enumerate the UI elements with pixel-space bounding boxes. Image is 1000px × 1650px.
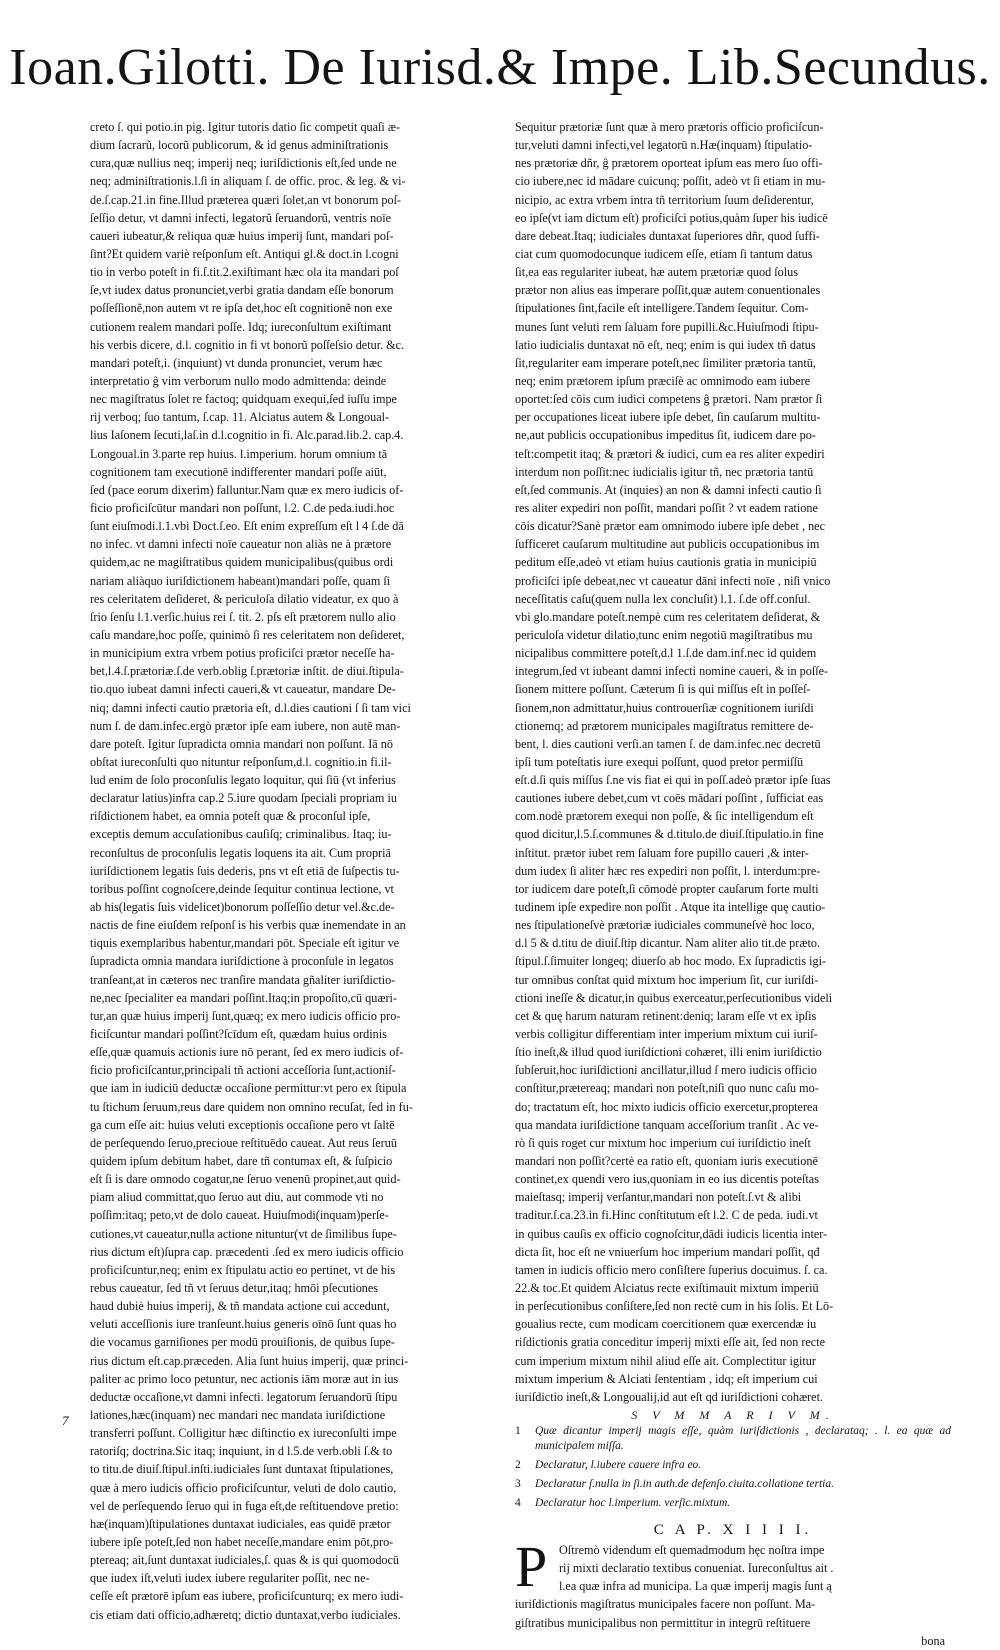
text-line: riſdictionem habet, ea omnia poteſt quæ & proconſul ipſe, xyxy=(90,809,371,824)
text-line: mandari non poſſit?certè ea ratio eſt, quoniam iuris executionē xyxy=(515,1154,818,1169)
summarium-number: 1 xyxy=(515,1424,521,1437)
text-line: iuriſdictionem legatis ſuis dederis, pns vt eſt etiā de ſuſpectis tu- xyxy=(90,863,400,878)
chapter-heading: C A P. X I I I I. xyxy=(653,1521,813,1538)
text-line: ſupradicta omnia mandara iuriſdictione à proconſule in legatos xyxy=(90,954,394,969)
margin-number: 7 xyxy=(62,1413,69,1428)
summarium-list xyxy=(515,1424,951,1515)
text-line: deductæ occaſione,vt damni infecti. legatorum ſeruandorū ſtipu xyxy=(90,1389,398,1404)
text-line: per occupationes liceat iubere ipſe debet, ſin cauſarum multitu- xyxy=(515,410,821,425)
text-line: res aliter expediri non poſſit, mandari poſſit ? vt eadem ratione xyxy=(515,500,818,515)
text-line: Oſtremò videndum eſt quemadmodum hęc noſtra impe xyxy=(559,1542,825,1557)
text-line: de.ſ.cap.21.in fine.Illud præterea quæri ſolet,an vt bonorum poſ- xyxy=(90,192,402,207)
text-line: transferri poſſunt. Colligitur hæc diſtinctio ex iureconſulti impe xyxy=(90,1426,397,1441)
text-line: res celeritatem deſideret, & periculoſa dilatio videatur, ex quo à xyxy=(90,591,399,606)
text-line: nariam aliàquo iuriſdictionem habeant)mandari poſſe, quam ſi xyxy=(90,573,391,588)
text-line: dum iudex ſi aliter hæc res expediri non poſſit, l. interdum:pre- xyxy=(515,863,821,878)
text-line: proficiſcuntur,neq; enim ex ſtipulatu actio eo pertinet, vt de his xyxy=(90,1262,396,1277)
summarium-text: Declaratur ſ.nulla in ſi.in auth.de defenſo.ciuita.collatione tertia. xyxy=(535,1477,834,1490)
text-line: tur omnibus conſtat quid mixtum hoc imperium ſit, cur iuriſdi- xyxy=(515,972,819,987)
text-line: tur,veluti damni infecti,vel legatorū n.Hæ(inquam) ſtipulatio- xyxy=(515,138,813,153)
drop-capital: P xyxy=(515,1533,548,1599)
text-line: oportet:ſed cōis cum iudici competens ĝ prætori. Nam prætor ſi xyxy=(515,392,823,407)
text-line: to titu.de diuiſ.ſtipul.inſti.iudiciales ſunt duntaxat ſtipulationes, xyxy=(90,1462,394,1477)
text-line: proficiſci ipſe debeat,nec vt caueatur dāni infecti noīe , niſi vnico xyxy=(515,573,831,588)
text-line: ſit,ea eas regulariter iubeat, hæ autem prætoriæ quod ſolus xyxy=(515,265,798,280)
text-line: rius dictum eſt.cap.præceden. Alia ſunt huius imperij, quæ princi- xyxy=(90,1353,409,1368)
text-line: lationes,hæc(inquam) nec mandari nec mandata iuriſdictione xyxy=(90,1407,386,1422)
text-line: cum imperium mixtum nihil aliud eſſe ait. Complectitur igitur xyxy=(515,1353,816,1368)
text-line: ſunt eiuſmodi.l.1.vbi Doct.ſ.eo. Eſt enim expreſſum eſt l 4 ſ.de dā xyxy=(90,519,404,534)
text-line: his verbis dicere, d.l. cognitio in fi vt bonorũ poſſeſsio detur. &c. xyxy=(90,337,405,352)
text-line: haud dubiè huius imperij, & tñ mandata actione cui accedunt, xyxy=(90,1299,390,1314)
text-line: no infec. vt damni infecti noīe caueatur non aliàs ne à prætore xyxy=(90,537,392,552)
text-line: in quibus cauſis ex officio cognoſcitur,dādi iudicis licentia inter- xyxy=(515,1226,828,1241)
text-line: dare debeat.Itaq; iudiciales duntaxat ſuperiores dñr, quod ſuffi- xyxy=(515,228,820,243)
summarium-text: Quæ dicantur imperij magis eſſe, quàm iuriſdictionis , declarataq; . l. ea quæ ad municipalem miſſa. xyxy=(535,1424,951,1452)
text-line: ſionem,non admittatur,huius controuerſiæ cognitionem iuriſdi xyxy=(515,700,814,715)
text-line: neceſſitatis caſu(quem nulla lex concluſit) l.1. ſ.de off.conſul. xyxy=(515,591,811,606)
text-line: cio iubere,nec id mādare cuicunq; poſſit, adeò vt ſi etiam in mu- xyxy=(515,174,826,189)
text-line: quidem ipſum debitum habet, dare tñ contumax eſt, & ſuſpicio xyxy=(90,1154,393,1169)
text-line: creto ſ. qui potio.in pig. Igitur tutoris datio ſic competit quaſi æ- xyxy=(90,120,401,134)
text-line: niq; damni infecti cautio prætoria eſt, d.l.dies cautioni ſ ſi tam vici xyxy=(90,700,411,715)
text-line: nicipalibus committere poteſt,d.l 1.ſ.de dam.inf.nec id quidem xyxy=(515,646,817,661)
text-line: ratoriſq; doctrina.Sic itaq; inquiunt, in d l.5.de verb.obli ſ.& to xyxy=(90,1444,393,1459)
text-line: in perſecutionibus conſiſtere,ſed non rectè cum in his ſolis. Et Lō- xyxy=(515,1299,834,1314)
text-line: lud enim de ſolo proconſulis legato loquitur, qui ſiū (vt inferius xyxy=(90,773,396,788)
text-line: ſrio ſenſu l.1.verſic.huius rei ſ. tit. 2. pſs eſt prætorem nullo alio xyxy=(90,609,396,624)
text-line: neq; adminiſtrationis.l.ſi in aliquam ſ. de offic. proc. & leg. & vi- xyxy=(90,174,406,189)
text-line: cutiones,vt caueatur,nulla actione nituntur(vt de ſimilibus ſupe- xyxy=(90,1226,397,1241)
text-line: ptereaq; ait,ſunt duntaxat iudiciales,ſ. quas & is qui quomodocū xyxy=(90,1553,400,1568)
text-line: tio.quo iubeat damni infecti caueri,& vt caueatur, mandare De- xyxy=(90,682,396,697)
text-line: Sequitur prætoriæ ſunt quæ à mero prætoris officio proficiſcun- xyxy=(515,120,824,134)
text-line: nec magiſtratus ſolet re factoq; quidquam exequi,ſed iuſſu impe xyxy=(90,392,397,407)
text-line: cutionem realem mandari poſſe. Idq; iureconſultum exiſtimant xyxy=(90,319,392,334)
text-line: toribus poſſint cognoſcere,deinde ſequitur continua lectione, vt xyxy=(90,881,394,896)
text-line: periculoſa videtur dilatio,tunc enim negotiū magiſtratibus mu xyxy=(515,627,813,642)
text-line: tranſeant,at in cæteros nec tranſire mandata gñaliter iuriſdictio- xyxy=(90,972,396,987)
text-line: ceſſe eſt prætorē ipſum eas iubere, proficiſcunturq; ex mero iudi- xyxy=(90,1589,404,1604)
text-line: eſt ſi is dare omnodo cogatur,ne ſeruo venenū propinet,aut quid- xyxy=(90,1172,401,1187)
text-line: ſtipulationes ſint,facile eſt intelligere.Tandem ſequitur. Com- xyxy=(515,301,809,316)
text-line: hæ(inquam)ſtipulationes duntaxat iudiciales, eas quidē prætor xyxy=(90,1516,391,1531)
text-line: verbis colligitur differentiam inter imperium mixtum cui iuriſ- xyxy=(515,1027,818,1042)
text-line: ficio proficiſcantur,principali tñ actioni acceſſoria ſunt,actioniſ- xyxy=(90,1063,396,1078)
text-line: ab his(legatis ſuis videlicet)bonorum poſſeſſio detur vel.&c.de- xyxy=(90,900,395,915)
text-line: tamen in iudicis officio mero conſiſtere ſuperius docuimus. ſ. ca. xyxy=(515,1262,828,1277)
text-line: ſeſſio detur, vt damni infecti, legatorũ ſeruandorũ, ventris noīe xyxy=(90,210,392,225)
text-line: lius Iaſonem ſecuti,laſ.in d.l.cognitio in fi. Alc.parad.lib.2. cap.4. xyxy=(90,428,404,443)
catchword: bona xyxy=(921,1633,945,1648)
text-line: tor iudicem dare poteſt,ſi cōmodè propter cauſarum forte multi xyxy=(515,881,819,896)
text-line: cognitionem tam executionē indifferenter mandari poſſe aiūt, xyxy=(90,464,387,479)
text-line: obſtat iureconſulti quo nituntur reſponſum,d.l. cognitio.in fi.il- xyxy=(90,754,392,769)
text-line: conſtitur,prætereaq; mandari non poteſt,niſi quo nunc caſu mo- xyxy=(515,1081,819,1096)
running-title: Ioan.Gilotti. De Iurisd.& Impe. Lib.Secundus. xyxy=(9,39,991,96)
text-line: ciat cum quomodocunque iudicem eſſe, etiam ſi tantum datus xyxy=(515,246,813,261)
text-line: do; tractatum eſt, hoc mixto iudicis officio exercetur,propterea xyxy=(515,1099,818,1114)
text-line: mandari poteſt,i. (inquiunt) vt dunda pronunciet, verum hæc xyxy=(90,355,383,370)
text-line: num ſ. de dam.infec.ergò prætor ipſe eam iubere, non autē man- xyxy=(90,718,401,733)
summarium-number: 3 xyxy=(515,1477,521,1490)
summarium-item xyxy=(515,1424,951,1454)
summarium-item xyxy=(515,1477,951,1492)
chapter-text xyxy=(515,1533,951,1632)
text-line: qua mandata iuriſdictione tanquam acceſſorium tranſit . Ac ve- xyxy=(515,1117,819,1132)
text-line: ſufficeret cauſarum multitudine aut publicis occupationibus im xyxy=(515,537,820,552)
text-line: tio in verbo poteſt in fi.ſ.tit.2.exiſtimant hæc ola ita mandari poſ xyxy=(90,265,399,280)
text-line: que iudex iſt,veluti iudex iubere regulariter poſſit, nec ne- xyxy=(90,1571,370,1586)
text-line: eſſe,quæ quamuis actionis iure nō perant, ſed ex mero iudicis of- xyxy=(90,1045,404,1060)
text-line: cautiones iubere debet,cum vt coēs mādari poſſint , ſufficiat eas xyxy=(515,791,824,806)
right-column xyxy=(515,118,951,1650)
text-line: tu ſtichum ſeruum,reus dare quidem non omnino recuſat, ſed in fu- xyxy=(90,1099,413,1114)
text-line: dium ſacrarũ, locorũ publicorum, & id genus adminiſtrationis xyxy=(90,138,389,153)
text-line: vel de perſequendo ſeruo qui in fuga eſt,de reſtituendove pretio: xyxy=(90,1498,399,1513)
text-line: rij verboq; ſuo tantum, ſ.cap. 11. Alciatus autem & Longoual- xyxy=(90,410,390,425)
text-line: paliter ac primo loco petuntur, nec actionis iām moræ aut in ius xyxy=(90,1371,399,1386)
spacer xyxy=(515,1511,951,1515)
left-column xyxy=(90,118,502,1624)
text-line: piam aliud committat,quo ſeruo aut diu, aut commode vti no xyxy=(90,1190,384,1205)
summarium-number: 4 xyxy=(515,1496,521,1509)
text-line: eſt,ſed communis. At (inquies) an non & damni infecti cautio ſi xyxy=(515,482,822,497)
text-line: de perſequendo ſeruo,precioue reſtituēdo caueat. Aut reus ſeruū xyxy=(90,1135,397,1150)
text-line: nactis de fine eiuſdem reſponſ is his verbis quæ inemendate in an xyxy=(90,918,406,933)
text-line: goualius recte, cum modicam coercitionem quæ exercendæ iu xyxy=(515,1317,817,1332)
text-line: iuriſdictionis magiſtratus municipales facere non poſſunt. Ma- xyxy=(515,1597,816,1612)
text-line: poſſim:itaq; peto,vt de dolo caueat. Huiuſmodi(inquam)perſe- xyxy=(90,1208,389,1223)
text-line: dicta ſit, hoc eſt ne vniuerſum hoc imperium mandari poſſit, qđ xyxy=(515,1244,820,1259)
text-line: dare poteſt. Igitur ſupradicta omnia mandari non poſſunt. Iā nō xyxy=(90,736,393,751)
text-line: eſt.d.ſi quis miſſus ſ.ne vis fiat ei qui in poſſ.adeò prætor ipſe ſuas xyxy=(515,773,831,788)
text-line: eo ipſe(vt iam dictum eſt) proficiſci potius,quàm ſuper his iudicē xyxy=(515,210,828,225)
text-line: caſu mandare,hoc poſſe, quinimò ſi res celeritatem non deſideret, xyxy=(90,627,405,642)
text-line: bet,l.4.ſ.prætoriæ.ſ.de verb.oblig ſ.prætoriæ inſtit. de diui.ſtipula- xyxy=(90,664,404,679)
text-line: ne,aut publicis occupationibus impeditus ſit, iudicem dare po- xyxy=(515,428,816,443)
text-line: ſint?Et quidem variè reſponſum eſt. Antiqui gl.& doct.in l.cogni xyxy=(90,246,399,261)
text-line: die vocamus garniſiones per modū prouiſionis, de quibus ſupe- xyxy=(90,1335,395,1350)
text-line: ſtio ineſt,& illud quod iuriſdictioni cohæret, illi enim iuriſdictio xyxy=(515,1045,822,1060)
text-line: ſe,vt iudex datus pronunciet,verbi gratia dandam eſſe bonorum xyxy=(90,283,394,298)
text-line: vbi glo.mandare poteſt.nempè cum res celeritatem deſiderat, & xyxy=(515,609,821,624)
text-line: iubere ipſe poteſt,ſed non habet neceſſe,mandare enim pōt,pro- xyxy=(90,1534,394,1549)
text-line: ſionem mittere poſſunt. Cæterum ſi is qui miſſus eſt in poſſeſ- xyxy=(515,682,811,697)
text-line: ſit,regulariter eam imperare poteſt,nec ſimiliter prætoria tantū, xyxy=(515,355,816,370)
text-line: quod dicitur,l.5.ſ.communes & d.titulo.de diuiſ.ſtipulatio.in fine xyxy=(515,827,824,842)
text-line: ſed (pace eorum dixerim) falluntur.Nam quæ ex mero iudicis of- xyxy=(90,482,404,497)
text-line: Longoual.in 3.parte rep huius. l.imperium. horum omnium tā xyxy=(90,446,388,461)
text-line: interpretatio ĝ vim verborum nullo modo admittenda: deinde xyxy=(90,373,387,388)
text-line: ficio proficiſcūtur mandari non poſſunt, l.2. C.de peda.iudi.hoc xyxy=(90,500,395,515)
text-line: traditur.ſ.ca.23.in fi.Hinc conſtitutum eſt l.2. C de peda. iudi.vt xyxy=(515,1208,818,1223)
text-line: cura,quæ nullius neq; imperij neq; iuriſdictionis eſt,ſed unde ne xyxy=(90,156,397,171)
text-line: ficiſcuntur mandari poſſint?ſcīdum eſt, quædam huius ordinis xyxy=(90,1027,387,1042)
summarium-heading: S V M M A R I V M. xyxy=(631,1407,835,1422)
text-line: ne,nec ſpecialiter ea mandari poſſint.Itaq;in propoſito,cū quæri- xyxy=(90,990,397,1005)
text-line: que iam in iudiciū deductæ occaſione permittur:vt pero ex ſtipula xyxy=(90,1081,407,1096)
text-line: tiquis exemplaribus habentur,mandari pōt. Speciale eſt igitur ve xyxy=(90,936,400,951)
text-line: poſſeſſionẽ,non autem vt re ipſa det,hoc eſt cognitionẽ non exe xyxy=(90,301,393,316)
text-line: d.l 5 & d.titu de diuiſ.ſtip dicantur. Nam aliter alio tit.de præto. xyxy=(515,936,820,951)
text-line: nes prætoriæ dñr, ĝ prætorem oporteat ipſum eas mero ſuo offi- xyxy=(515,156,823,171)
text-line: cōis dicatur?Sanè prætor eam omnimodo iubere ipſe debet , nec xyxy=(515,519,826,534)
text-line: inſtitut. prætor iubet rem ſaluam fore pupillo caueri ,& inter- xyxy=(515,845,809,860)
text-line: ga cum eſſe ait: huius veluti exceptionis occaſione pero vt ſaltē xyxy=(90,1117,395,1132)
text-line: reconſultus de proconſulis legatis loquens ita ait. Cum propriā xyxy=(90,845,391,860)
chapter-opening xyxy=(515,1533,951,1632)
right-column-text xyxy=(515,118,951,1406)
text-line: ctionemq; ad prætorem municipales magiſtratus remittere de- xyxy=(515,718,814,733)
text-line: peditum eſſe,adeò vt etiam huius cautionis gratia in municipiū xyxy=(515,555,817,570)
text-line: continet,ex quendi vero ius,quoniam in eo ius dicentis poteſtas xyxy=(515,1172,819,1187)
text-line: bent, l. dies cautioni verſi.an tamen ſ. de dam.infec.nec decretū xyxy=(515,736,821,751)
text-line: exceptis demum accuſationibus cauſiſq; criminalibus. Itaq; iu- xyxy=(90,827,392,842)
text-line: teſt:competit itaq; & prætori & iudici, cum ea res aliter expediri xyxy=(515,446,825,461)
text-line: tur,an quæ huius imperij ſunt,quæq; ex mero iudicis officio pro- xyxy=(90,1008,401,1023)
text-line: l.ea quæ infra ad municipa. La quæ imperij magis ſunt ą xyxy=(559,1579,832,1594)
text-line: 22.& toc.Et quidem Alciatus recte exiſtimauit mixtum imperiū xyxy=(515,1281,819,1295)
text-line: ſtipul.ſ.ſimuiter longeq; diuerſo ab hoc modo. Ex ſupradictis igi- xyxy=(515,954,827,969)
text-line: ipſi tum poteſtatis iure exequi poſſunt, quod pretor permiſſū xyxy=(515,754,804,769)
summarium-number: 2 xyxy=(515,1458,521,1471)
text-line: riſdictionis gratia conceditur imperij mixti eſſe ait, ſed non recte xyxy=(515,1335,826,1350)
text-line: rij mixti declaratio textibus conueniat. Iureconſultus ait . xyxy=(559,1561,834,1576)
text-line: rò ſi quis roget cur mixtum hoc imperium cui iuriſdictio ineſt xyxy=(515,1135,811,1150)
text-line: nicipio, ac extra vrbem intra tñ territorium ſuum deſiderentur, xyxy=(515,192,814,207)
text-line: rebus caueatur, ſed tñ vt ſeruus detur,itaq; hmōi pſecutiones xyxy=(90,1281,379,1295)
text-line: nes ſtipulationeſvè prætoriæ iudiciales communeſvè hoc loco, xyxy=(515,918,815,933)
text-line: caueri iubeatur,& reliqua quæ huius imperij ſunt, mandari poſ- xyxy=(90,228,394,243)
summarium-text: Declaratur, l.iubere cauere infra eo. xyxy=(535,1458,702,1471)
text-line: tudinem ipſe expedire non poſſit . Atque ita intellige quę cautio- xyxy=(515,900,826,915)
text-line: mixtum imperium & Alciati ſententiam , idq; eſt imperium cui xyxy=(515,1371,818,1386)
text-line: iuriſdictio ineſt,& Longoualij,id aut eſt qd iuriſdictioni cohæret. xyxy=(515,1389,824,1404)
text-line: quidem,ac ne magiſtratibus quidem municipalibus(quibus ordi xyxy=(90,555,394,570)
text-line: in municipium extra vrbem potius proficiſci prætor neceſſe ha- xyxy=(90,646,395,661)
text-line: munes ſunt veluti rem ſaluam fore pupilli.&c.Huiuſmodi ſtipu- xyxy=(515,319,819,334)
text-line: interdum non poſſit:nec iudicialis igitur tñ, nec prætoria tantū xyxy=(515,464,814,479)
text-line: declaratur latius)infra cap.2 5.iure quodam ſpeciali propriam iu xyxy=(90,791,397,806)
text-line: cis etiam dati officio,adhæretq; dictio duntaxat,verbo iudiciales. xyxy=(90,1607,401,1622)
text-line: ctioni ineſſe & dicatur,in quibus exerceatur,perſecutionibus videli xyxy=(515,990,833,1005)
text-line: com.nodè prætorem exequi non poſſe, & ſic intelligendum eſt xyxy=(515,809,814,824)
text-line: latio iudicialis duntaxat nō eſt, neq; enim is qui iudex tñ datus xyxy=(515,337,816,352)
text-line: ſubſeruit,hoc iuriſdictioni ancillatur,illud ſ mero iudicis officio xyxy=(515,1063,817,1078)
text-line: integrum,ſed vt iubeant damni infecti nomine caueri, & in poſſe- xyxy=(515,664,829,679)
text-line: rius dictum eſt)ſupra cap. præcedenti .ſed ex mero iudicis officio xyxy=(90,1244,404,1259)
text-line: maieſtasq; imperij verſantur,mandari non poteſt.ſ.vt & alibi xyxy=(515,1190,802,1205)
text-line: neq; enim prætorem ipſum præciſè ac omnimodo eam iubere xyxy=(515,373,811,388)
summarium-text: Declaratur hoc l.imperium. verſic.mixtum. xyxy=(535,1496,731,1509)
text-line: prætor non alius eas imperare poſſit,quæ autem conuentionales xyxy=(515,283,821,298)
text-line: quæ à mero iudicis officio proficiſcuntur, veluti de dolo cautio, xyxy=(90,1480,397,1495)
text-line: veluti acceſſionis iure tranſeunt.huius generis oīnō ſunt quas ho xyxy=(90,1317,397,1332)
text-line: cet & quę harum naturam retinent:deniq; laram eſſe vt ex ipſis xyxy=(515,1008,817,1023)
summarium-item xyxy=(515,1458,951,1473)
text-line: giſtratibus municipalibus non permittitur in integrū reſtituere xyxy=(515,1615,811,1630)
